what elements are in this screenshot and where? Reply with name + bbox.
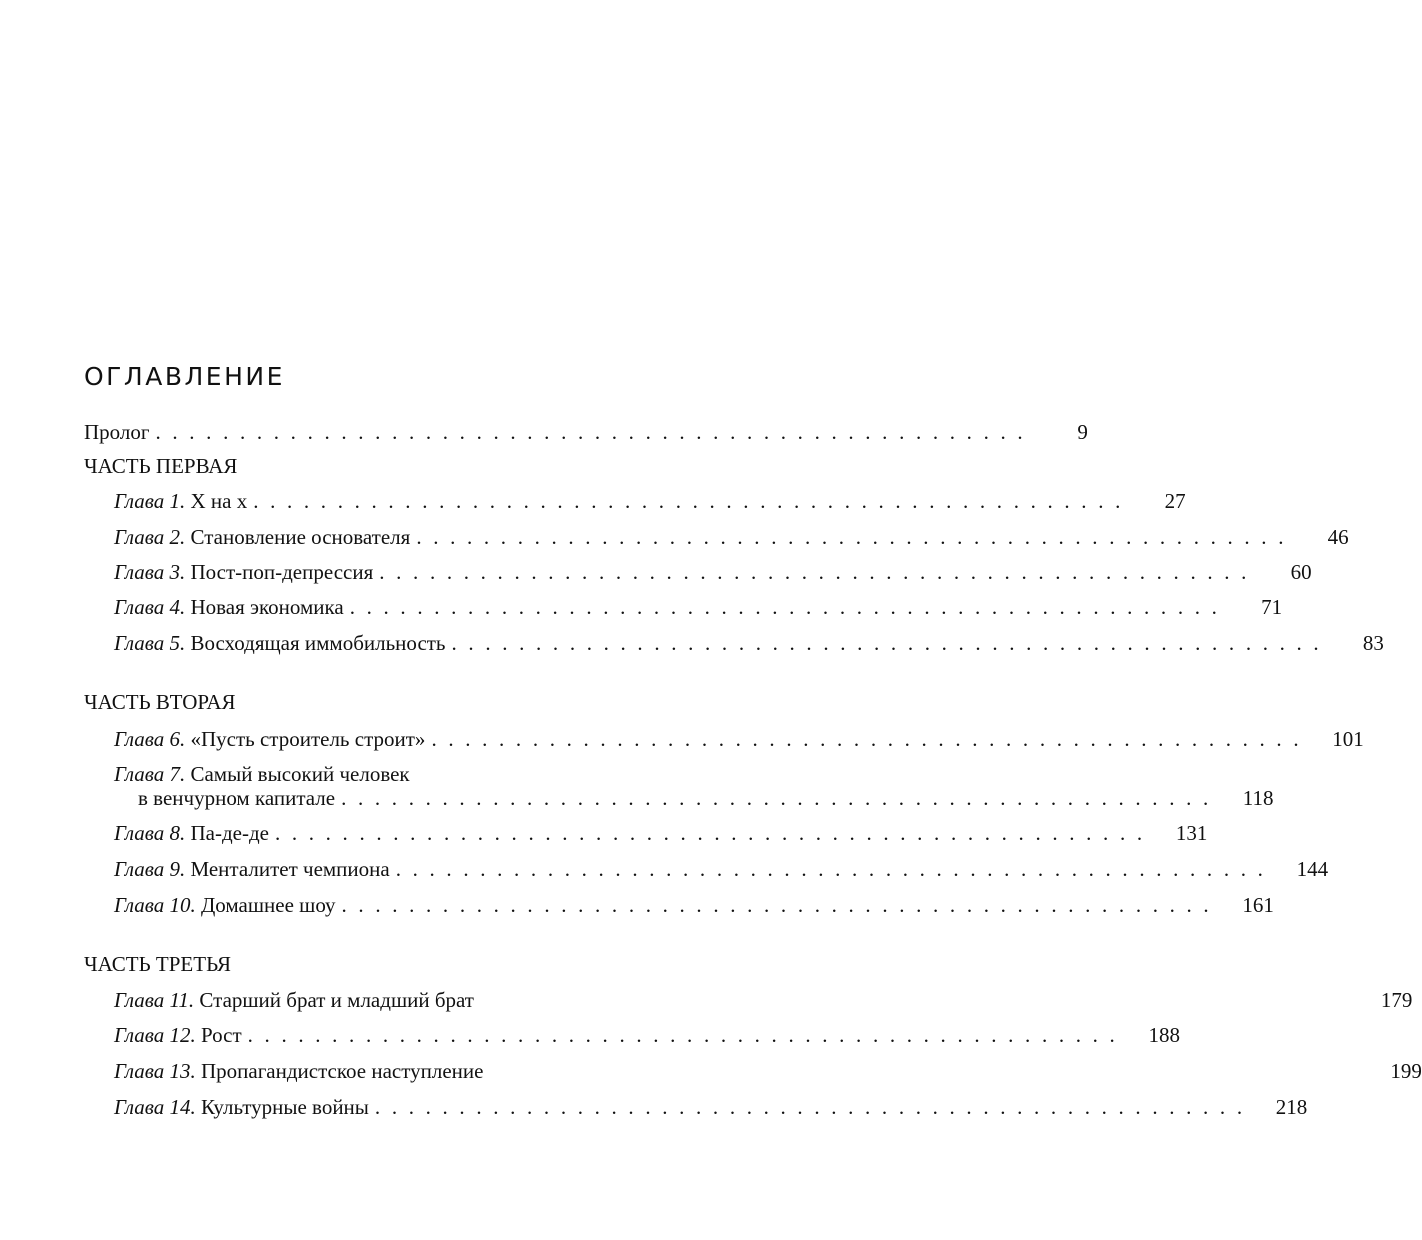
page-number: 83	[1362, 631, 1384, 655]
dot-leader: . . . . . . . . . . . . . . . . . . . . . . . . . . . . . . . . . . . . . . . . . . . . . . . . . . . .	[349, 595, 1221, 619]
page-number: 144	[1296, 857, 1329, 881]
dot-leader: . . . . . . . . . . . . . . . . . . . . . . . . . . . . . . . . . . . . . . . . . . . . . . . . . . . .	[379, 560, 1250, 584]
chapter-number: Глава 4.	[114, 595, 186, 619]
page-number: 131	[1175, 821, 1208, 845]
page-number: 118	[1242, 786, 1274, 810]
dot-leader: . . . . . . . . . . . . . . . . . . . . . . . . . . . . . . . . . . . . . . . . . . . . . . . . . . . .	[374, 1095, 1246, 1119]
chapter-number: Глава 13.	[114, 1059, 196, 1083]
chapter-number: Глава 14.	[114, 1095, 196, 1119]
toc-entry[interactable]	[114, 727, 1364, 751]
toc-entry[interactable]	[114, 1095, 1308, 1119]
chapter-title: Пост-поп-депрессия	[190, 560, 374, 584]
page-number: 9	[1077, 420, 1088, 444]
page-number: 27	[1164, 489, 1186, 513]
chapter-title: Домашнее шоу	[200, 893, 336, 917]
entry-label: Пролог	[84, 420, 150, 444]
toc-entry[interactable]	[114, 489, 1186, 513]
page-number: 60	[1290, 560, 1312, 584]
page-number: 46	[1327, 525, 1349, 549]
toc-entry[interactable]	[114, 1059, 1422, 1083]
dot-leader: . . . . . . . . . . . . . . . . . . . . . . . . . . . . . . . . . . . . . . . . . . . . . . . . . . . .	[416, 525, 1287, 549]
chapter-title: Культурные войны	[200, 1095, 369, 1119]
chapter-number: Глава 12.	[114, 1023, 196, 1047]
dot-leader: . . . . . . . . . . . . . . . . . . . . . . . . . . . . . . . . . . . . . . . . . . . . . . . . . . . .	[451, 631, 1322, 655]
chapter-title: Пропагандистское наступление	[200, 1059, 484, 1083]
chapter-title: Рост	[200, 1023, 242, 1047]
chapter-number: Глава 9.	[114, 857, 186, 881]
chapter-title: «Пусть строитель строит»	[190, 727, 426, 751]
chapter-number: Глава 1.	[114, 489, 186, 513]
toc-entry-prologue[interactable]	[84, 420, 1088, 444]
toc-entry[interactable]	[114, 821, 1208, 845]
chapter-number: Глава 2.	[114, 525, 186, 549]
page-number: 188	[1148, 1023, 1181, 1047]
chapter-number: Глава 6.	[114, 727, 186, 751]
dot-leader: . . . . . . . . . . . . . . . . . . . . . . . . . . . . . . . . . . . . . . . . . . . . . . . . . . . .	[341, 893, 1212, 917]
page-number: 179	[1380, 988, 1413, 1012]
toc-page	[84, 0, 1422, 1240]
chapter-title: Становление основателя	[190, 525, 411, 549]
dot-leader: . . . . . . . . . . . . . . . . . . . . . . . . . . . . . . . . . . . . . . . . . . . . . . . . . . . .	[431, 727, 1302, 751]
toc-entry[interactable]	[114, 631, 1384, 655]
chapter-title: Восходящая иммобильность	[190, 631, 446, 655]
chapter-title: Менталитет чемпиона	[190, 857, 390, 881]
page-number: 218	[1275, 1095, 1308, 1119]
toc-entry[interactable]	[114, 560, 1312, 584]
chapter-number: Глава 8.	[114, 821, 186, 845]
chapter-number: Глава 11.	[114, 988, 195, 1012]
chapter-number: Глава 5.	[114, 631, 186, 655]
chapter-title: Х на х	[190, 489, 248, 513]
chapter-title-continued: в венчурном капитале	[138, 786, 336, 810]
chapter-number: Глава 10.	[114, 893, 196, 917]
chapter-title: Па-де-де	[190, 821, 269, 845]
chapter-title: Новая экономика	[190, 595, 344, 619]
toc-entry[interactable]	[114, 893, 1274, 917]
page-number: 199	[1390, 1059, 1422, 1083]
toc-entry[interactable]	[114, 595, 1283, 619]
dot-leader: . . . . . . . . . . . . . . . . . . . . . . . . . . . . . . . . . . . . . . . . . . . . . . . . . . . .	[155, 420, 1026, 444]
page-number: 71	[1261, 595, 1283, 619]
toc-entry[interactable]	[138, 786, 1274, 810]
toc-entry[interactable]	[114, 857, 1329, 881]
toc-entry[interactable]	[114, 525, 1349, 549]
dot-leader: . . . . . . . . . . . . . . . . . . . . . . . . . . . . . . . . . . . . . . . . . . . . . . . . . . . .	[274, 821, 1146, 845]
chapter-title: Старший брат и младший брат	[199, 988, 474, 1012]
page-number: 101	[1332, 727, 1364, 751]
chapter-number: Глава 7.	[114, 762, 186, 786]
toc-entry[interactable]	[114, 1023, 1181, 1047]
chapter-title-line1	[114, 762, 410, 786]
chapter-number: Глава 3.	[114, 560, 186, 584]
page-number: 161	[1242, 893, 1274, 917]
dot-leader: . . . . . . . . . . . . . . . . . . . . . . . . . . . . . . . . . . . . . . . . . . . . . . . . . . . .	[247, 1023, 1119, 1047]
part-heading: ЧАСТЬ ВТОРАЯ	[84, 690, 236, 714]
dot-leader: . . . . . . . . . . . . . . . . . . . . . . . . . . . . . . . . . . . . . . . . . . . . . . . . . . . .	[395, 857, 1267, 881]
part-heading: ЧАСТЬ ТРЕТЬЯ	[84, 952, 232, 976]
part-heading: ЧАСТЬ ПЕРВАЯ	[84, 454, 238, 478]
dot-leader: . . . . . . . . . . . . . . . . . . . . . . . . . . . . . . . . . . . . . . . . . . . . . . . . . . . .	[253, 489, 1124, 513]
toc-entry[interactable]	[114, 988, 1413, 1012]
page-title: ОГЛАВЛЕНИЕ	[84, 362, 285, 391]
chapter-title: Самый высокий человек	[190, 762, 410, 786]
dot-leader: . . . . . . . . . . . . . . . . . . . . . . . . . . . . . . . . . . . . . . . . . . . . . . . . . . . .	[341, 786, 1212, 810]
